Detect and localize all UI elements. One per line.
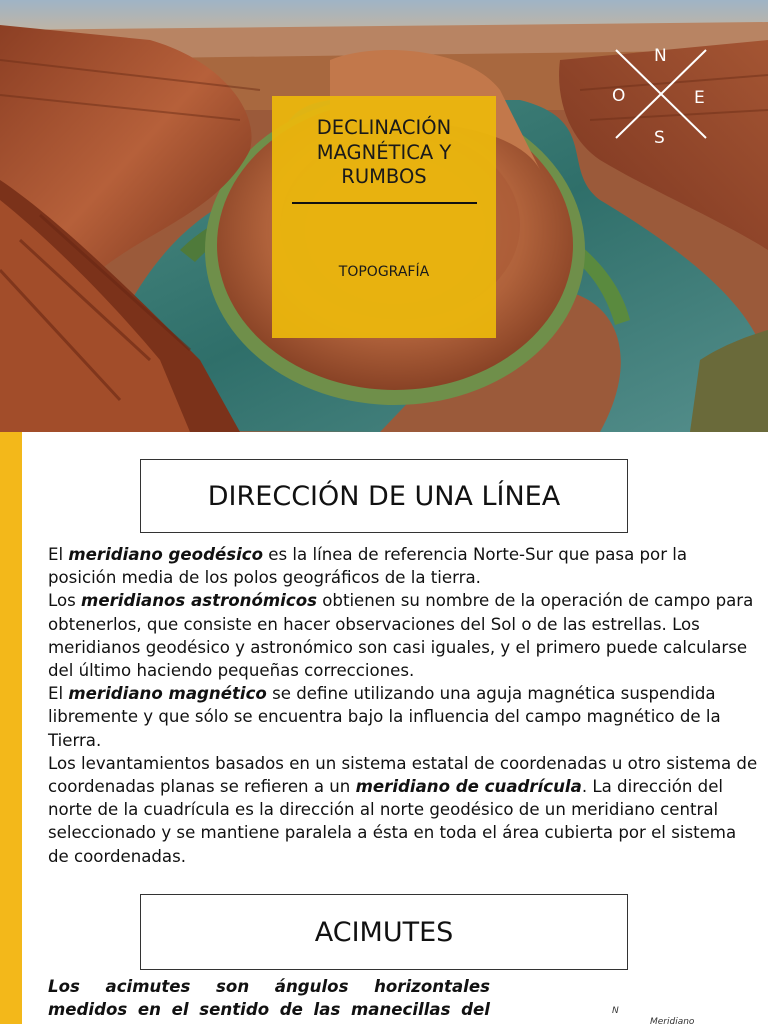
presentation-subtitle: TOPOGRAFÍA (338, 264, 430, 280)
compass-east-label: E (694, 88, 705, 108)
compass-north-label: N (654, 46, 667, 66)
figure-north-label: N (612, 1006, 619, 1016)
paragraph: Los levantamientos basados en un sistema estatal de coordenadas u otro sistema de coordenadas planas se refieren a un meridiano de cuadrícula. La dirección del norte de la cuadrícula es la dirección al norte geodésico de un meridiano central seleccionado y se mantiene paralela a ésta en toda el área cubierta por el sistema de coordenadas. (48, 753, 758, 866)
term-meridiano-de-cuadricula: meridiano de cuadrícula (355, 777, 582, 797)
paragraph: El meridiano magnético se define utilizando una aguja magnética suspendida libremente y que sólo se encuentra bajo la influencia del campo magnético de la Tierra. (48, 684, 721, 750)
compass-rose-icon (604, 42, 716, 146)
paragraph: El meridiano geodésico es la línea de referencia Norte-Sur que pasa por la posición media de los polos geográficos de la tierra. (48, 545, 688, 588)
section-body-text (48, 543, 760, 868)
term-meridiano-magnetico: meridiano magnético (68, 684, 267, 704)
cover-slide (0, 0, 768, 432)
section-heading-acimutes: ACIMUTES (140, 894, 628, 970)
figure-meridian-label: Meridiano (650, 1017, 695, 1027)
compass-west-label: O (612, 86, 626, 106)
content-slide (0, 432, 768, 1027)
term-meridianos-astronomicos: meridianos astronómicos (81, 591, 317, 611)
presentation-title: DECLINACIÓN MAGNÉTICA Y RUMBOS (316, 116, 452, 188)
title-divider (292, 202, 477, 204)
section-heading-direccion: DIRECCIÓN DE UNA LÍNEA (140, 459, 628, 533)
title-box (272, 96, 496, 338)
accent-bar (0, 432, 22, 1024)
compass-south-label: S (654, 128, 665, 148)
acimutes-text: Los acimutes son ángulos horizontales medidos en el sentido de las manecillas del (48, 977, 490, 1019)
term-meridiano-geodesico: meridiano geodésico (68, 545, 264, 564)
paragraph: Los meridianos astronómicos obtienen su nombre de la operación de campo para obtenerlos, que consiste en hacer observaciones del Sol o de las estrellas. Los meridianos geodésico y astronómico son casi iguales, y el primero puede calcularse del último haciendo pequeñas correcciones. (48, 591, 754, 681)
